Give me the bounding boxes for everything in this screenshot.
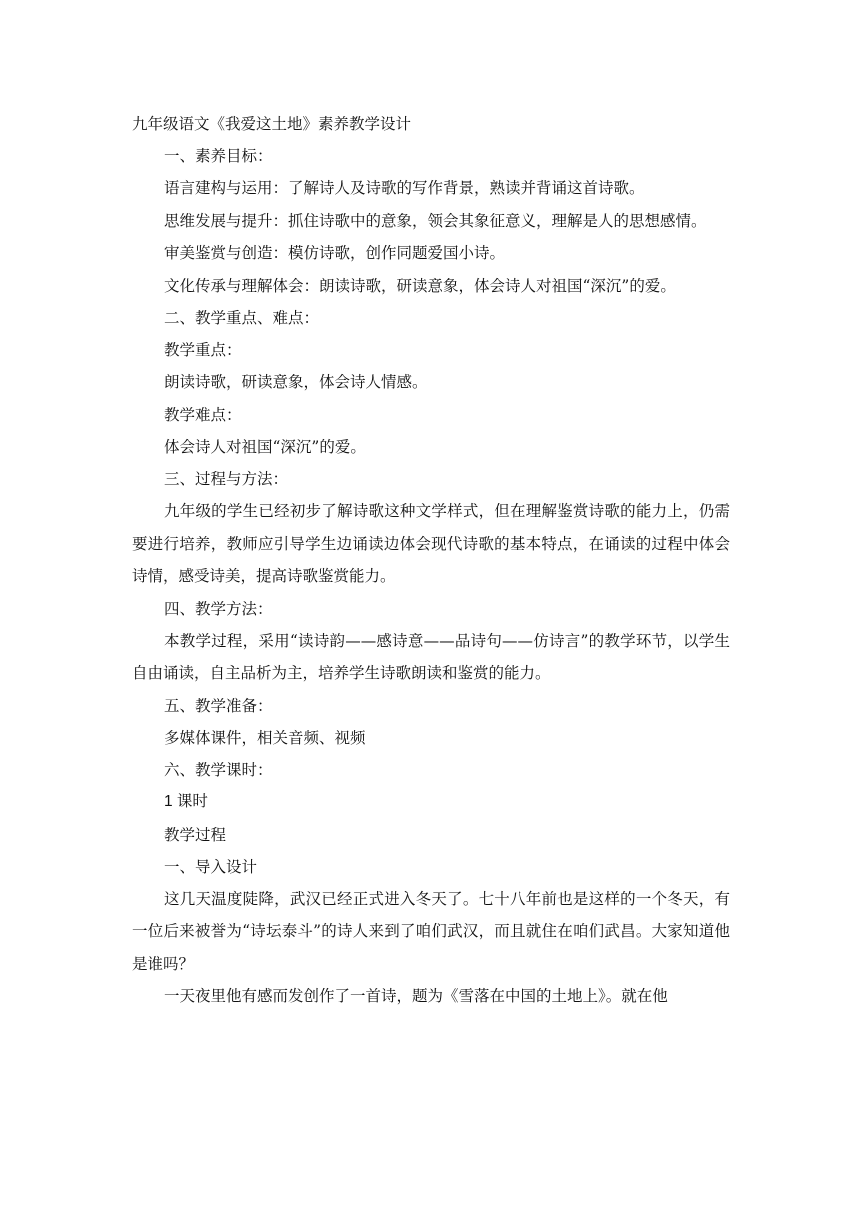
paragraph-aesthetics: 审美鉴赏与创造：模仿诗歌，创作同题爱国小诗。 [164,244,506,262]
document-body [132,108,730,1013]
paragraph-culture: 文化传承与理解体会：朗读诗歌，研读意象，体会诗人对祖国“深沉”的爱。 [164,276,676,295]
paragraph-introduction: 这几天温度陡降，武汉已经正式进入冬天了。七十八年前也是这样的一个冬天，有一位后来被誉为“诗坛泰斗”的诗人来到了咱们武汉，而且就住在咱们武昌。大家知道他是谁吗？ [132,889,730,973]
heading-teaching-method: 四、教学方法： [164,599,273,618]
paragraph-thinking: 思维发展与提升：抓住诗歌中的意象，领会其象征意义，理解是人的思想感情。 [164,211,707,230]
paragraph-class-hours: 1 课时 [164,793,208,810]
heading-key-points: 二、教学重点、难点： [164,309,320,327]
paragraph-difficulty: 体会诗人对祖国“深沉”的爱。 [164,437,366,456]
paragraph-preparation: 多媒体课件，相关音频、视频 [164,728,366,747]
paragraph-key-point: 朗读诗歌，研读意象，体会诗人情感。 [164,373,428,391]
label-key-point: 教学重点： [164,341,242,359]
document-title: 九年级语文《我爱这土地》素养教学设计 [132,115,412,133]
heading-goals: 一、素养目标： [164,147,273,165]
heading-preparation: 五、教学准备： [164,696,273,715]
heading-introduction: 一、导入设计 [164,857,258,876]
paragraph-poem-night: 一天夜里他有感而发创作了一首诗，题为《雪落在中国的土地上》。就在他 [164,987,668,1005]
heading-teaching-process: 教学过程 [164,825,227,844]
heading-process-method: 三、过程与方法： [164,470,289,488]
paragraph-process-method: 九年级的学生已经初步了解诗歌这种文学样式，但在理解鉴赏诗歌的能力上，仍需要进行培养，教师应引导学生边诵读边体会现代诗歌的基本特点，在诵读的过程中体会诗情，感受诗美，提高诗歌鉴赏能力。 [132,502,730,585]
label-difficulty: 教学难点： [164,405,242,424]
paragraph-teaching-method: 本教学过程，采用“读诗韵——感诗意——品诗句——仿诗言”的教学环节，以学生自由诵读，自主品析为主，培养学生诗歌朗读和鉴赏的能力。 [132,631,730,682]
paragraph-language: 语言建构与运用：了解诗人及诗歌的写作背景，熟读并背诵这首诗歌。 [164,179,645,197]
heading-class-hours: 六、教学课时： [164,761,273,779]
